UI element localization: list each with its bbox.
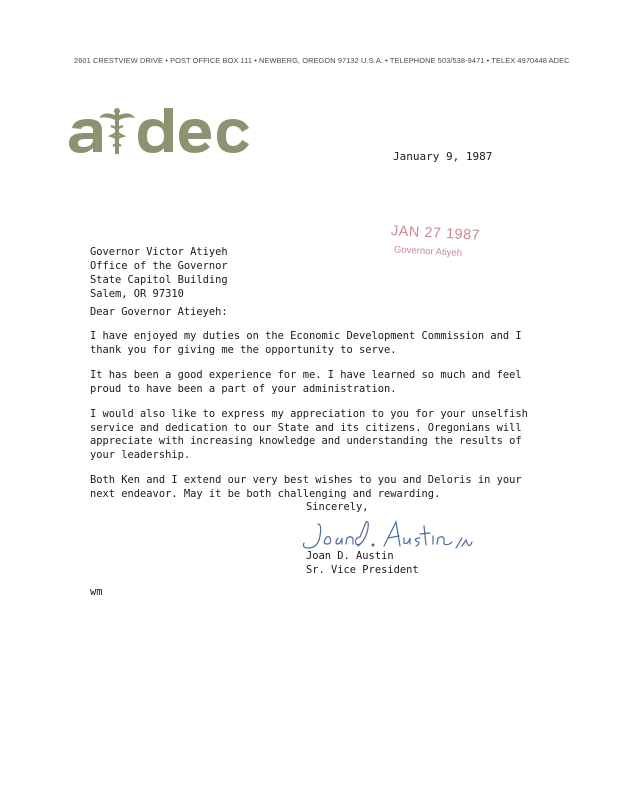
body-line: your leadership.: [90, 448, 191, 461]
paragraph: [90, 474, 530, 501]
paragraph: [90, 330, 530, 357]
address-line: Salem, OR 97310: [90, 288, 184, 300]
recipient-address: [90, 245, 350, 301]
body-line: appreciate with increasing knowledge and understanding the results of: [90, 435, 522, 447]
body-line: thank you for giving me the opportunity to serve.: [90, 343, 397, 356]
signer-title: Sr. Vice President: [306, 564, 419, 576]
received-stamp: [389, 223, 501, 279]
body-line: I would also like to express my appreciation to you for your unselfish: [90, 408, 528, 420]
body-line: It has been a good experience for me. I have learned so much and feel: [90, 369, 522, 381]
paragraph: [90, 369, 530, 396]
address-line: Office of the Governor: [90, 260, 228, 272]
salutation: Dear Governor Atieyeh:: [90, 306, 228, 318]
paragraph: [90, 408, 530, 462]
stamp-date: JAN 27 1987: [390, 223, 481, 244]
body-line: next endeavor. May it be both challenging and rewarding.: [90, 487, 441, 500]
body-line: I have enjoyed my duties on the Economic Development Commission and I: [90, 330, 522, 342]
letterhead-address: 2601 CRESTVIEW DRIVE • POST OFFICE BOX 111 • NEWBERG, OREGON 97132 U.S.A. • TELEPHONE 503/538-9471 • TELEX 4970448 ADEC: [74, 56, 570, 65]
address-line: State Capitol Building: [90, 274, 228, 286]
body-line: proud to have been a part of your administration.: [90, 382, 397, 395]
body-line: Both Ken and I extend our very best wishes to you and Deloris in your: [90, 474, 522, 486]
adec-logo: [66, 106, 256, 156]
signer-block: [306, 549, 419, 577]
address-line: Governor Victor Atiyeh: [90, 246, 228, 258]
adec-logo-graphic: [66, 106, 256, 156]
typist-initials: wm: [90, 586, 103, 598]
signer-name: Joan D. Austin: [306, 550, 394, 562]
stamp-office: Governor Atiyeh: [393, 244, 463, 259]
letter-date: January 9, 1987: [393, 150, 493, 163]
letter-body: [90, 330, 530, 513]
closing: Sincerely,: [306, 501, 369, 513]
body-line: service and dedication to our State and its citizens. Oregonians will: [90, 421, 522, 434]
